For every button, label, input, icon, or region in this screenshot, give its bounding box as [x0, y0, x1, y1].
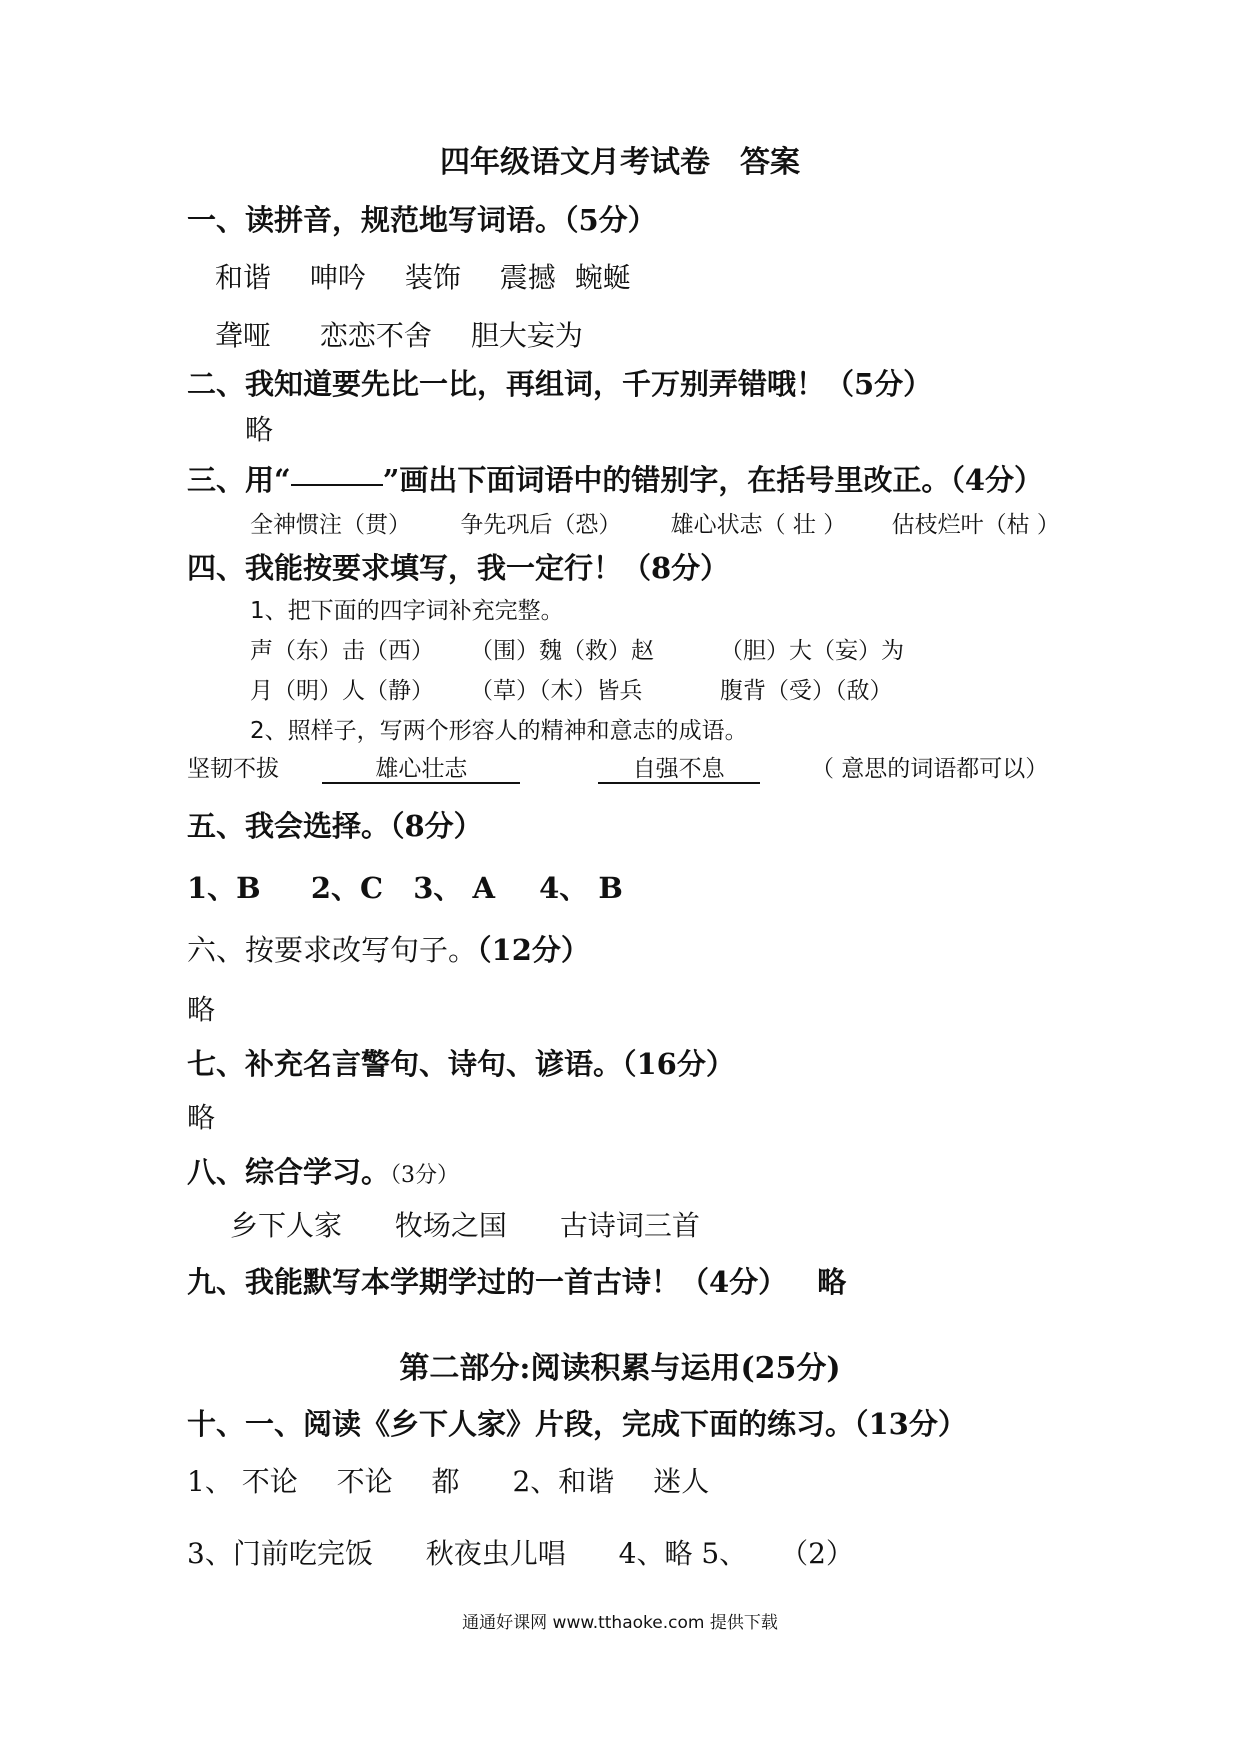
correction-item: 雄心状志（ 壮 ） [670, 512, 847, 538]
answer-word: 呻吟 [309, 261, 366, 294]
answer-idiom: 自强不息 [598, 756, 760, 784]
section-4-row-2 [250, 678, 893, 704]
answer-idiom: 雄心壮志 [322, 756, 520, 784]
idiom: 腹背（受）（敌） [720, 678, 893, 704]
section-9-heading: 九、我能默写本学期学过的一首古诗！（4分） 略 [187, 1265, 847, 1299]
section-7-answer: 略 [187, 1101, 216, 1134]
choice-answer: 4、 B [539, 871, 623, 905]
correction-item: 争先巩后（恐） [460, 512, 622, 538]
answer-word: 震撼 [499, 261, 556, 294]
choice-answer: 2、C [310, 871, 384, 905]
answer-word: 和谐 [215, 261, 272, 294]
page-title: 四年级语文月考试卷 答案 [440, 145, 800, 180]
answer-word: 聋哑 [215, 319, 272, 352]
lesson-title: 古诗词三首 [559, 1209, 700, 1242]
section-7-heading: 七、补充名言警句、诗句、谚语。（16分） [187, 1047, 735, 1081]
answer-word: 胆大妄为 [470, 319, 583, 352]
lesson-title: 牧场之国 [394, 1209, 507, 1242]
section-3-heading: 三、用“ ”画出下面词语中的错别字，在括号里改正。（4分） [187, 463, 1044, 497]
underline-sample [291, 482, 383, 486]
section-9-answer: 略 [817, 1265, 847, 1299]
section-10-heading: 十、一、阅读《乡下人家》片段，完成下面的练习。（13分） [187, 1407, 967, 1441]
correction-item: 估枝烂叶（枯 ） [891, 512, 1060, 538]
section-5-heading: 五、我会选择。（8分） [187, 809, 483, 843]
section-4-row-1 [250, 638, 904, 664]
section-6-heading: 六、按要求改写句子。（12分） [187, 933, 590, 967]
answer-word: 装饰 [404, 261, 461, 294]
answer-word: 恋恋不舍 [319, 319, 432, 352]
section-2-heading: 二、我知道要先比一比，再组词，千万别弄错哦！（5分） [187, 367, 933, 401]
section-4-q2: 2、照样子，写两个形容人的精神和意志的成语。 [250, 718, 748, 744]
section-3-items [250, 512, 1060, 538]
choice-answer: 1、B [187, 871, 261, 905]
section-5-answers [187, 872, 623, 905]
section-10-line-2: 3、门前吃完饭 秋夜虫儿唱 4、略 5、 （2） [187, 1537, 854, 1570]
section-8-heading: 八、综合学习。（3分） [187, 1155, 460, 1189]
idiom: 声（东）击（西） [250, 638, 434, 664]
answer-word: 蜿蜒 [574, 261, 631, 294]
section-4-example-line [187, 756, 1048, 784]
section-6-answer: 略 [187, 993, 216, 1026]
section-4-heading: 四、我能按要求填写，我一定行！（8分） [187, 551, 730, 585]
example-idiom: 坚韧不拔 [187, 756, 279, 782]
section-8-items [230, 1210, 700, 1242]
footer-credit: 通通好课网 www.tthaoke.com 提供下载 [462, 1613, 778, 1633]
section-10-line-1: 1、 不论 不论 都 2、和谐 迷人 [187, 1465, 710, 1498]
section-4-q1: 1、把下面的四字词补充完整。 [250, 598, 564, 624]
answer-note: （ 意思的词语都可以） [810, 756, 1049, 782]
idiom: （围）魏（救）赵 [470, 638, 654, 664]
idiom: （草）（木）皆兵 [470, 678, 643, 704]
section-1-row-1 [215, 262, 631, 294]
section-1-heading: 一、读拼音，规范地写词语。（5分） [187, 203, 657, 237]
lesson-title: 乡下人家 [230, 1209, 343, 1242]
section-2-answer: 略 [245, 413, 274, 446]
part-2-title: 第二部分:阅读积累与运用(25分) [399, 1351, 841, 1386]
correction-item: 全神惯注（贯） [250, 512, 411, 538]
choice-answer: 3、 A [413, 871, 495, 905]
idiom: （胆）大（妄）为 [720, 638, 904, 664]
section-1-row-2 [215, 320, 583, 352]
idiom: 月（明）人（静） [250, 678, 434, 704]
